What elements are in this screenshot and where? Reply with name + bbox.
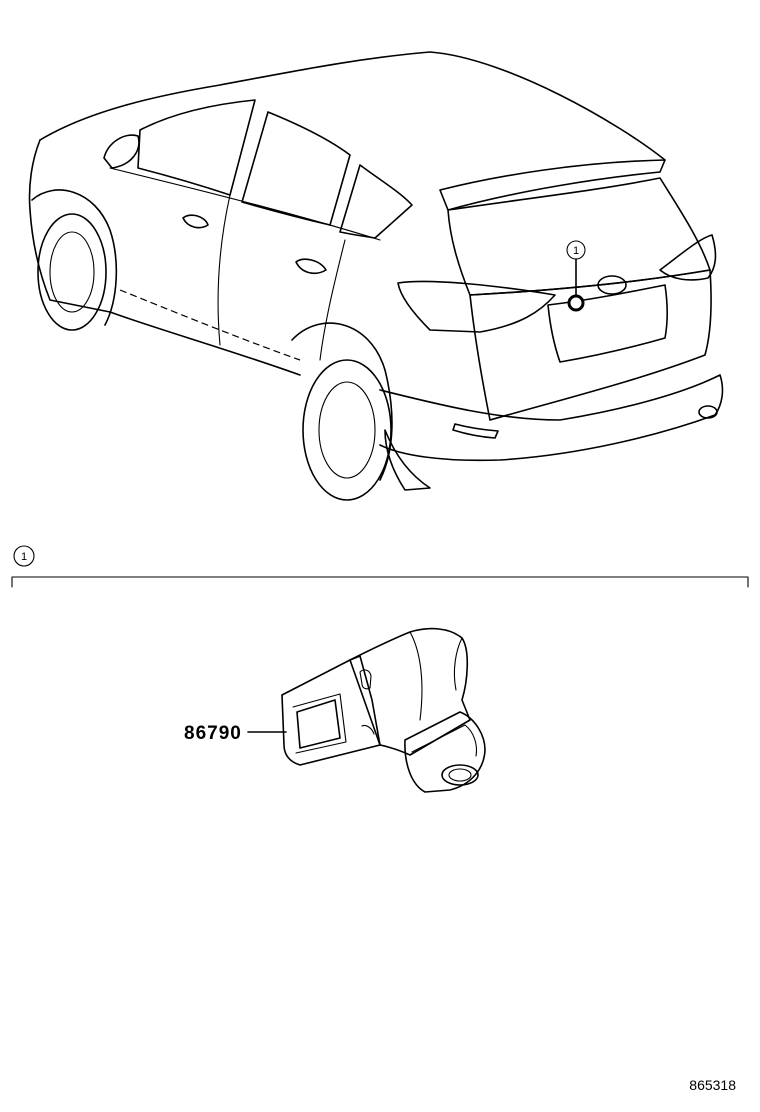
vehicle-front-door-handle xyxy=(183,215,208,227)
vehicle-tailgate-glass xyxy=(448,178,710,295)
vehicle-left-tail-light xyxy=(398,281,555,332)
vehicle-front-wheel xyxy=(32,190,116,330)
camera-housing xyxy=(350,629,470,755)
vehicle-exhaust-tip xyxy=(699,406,717,418)
vehicle-tailgate-lower xyxy=(470,270,711,420)
illustration-id: 865318 xyxy=(689,1077,736,1093)
vehicle-roof-line xyxy=(40,52,665,160)
vehicle-front-door-line xyxy=(218,195,230,345)
camera-lens xyxy=(442,765,478,785)
section-header xyxy=(12,546,748,587)
vehicle-roof-rear-spoiler xyxy=(440,160,665,210)
camera-mount-flange xyxy=(282,656,380,765)
vehicle-quarter-window xyxy=(340,165,412,238)
vehicle-license-plate-area xyxy=(548,285,667,362)
rear-camera-part xyxy=(282,629,485,792)
section-bracket-line xyxy=(12,577,748,587)
vehicle-rear-reflector xyxy=(453,424,498,438)
vehicle-rear-door-line xyxy=(320,240,345,360)
vehicle-camera-callout xyxy=(567,241,585,310)
callout-ref-number: 1 xyxy=(572,245,580,257)
vehicle-front-window xyxy=(138,100,255,195)
vehicle-side-sill xyxy=(110,312,300,375)
vehicle-belt-line xyxy=(110,168,380,240)
vehicle-rear-window xyxy=(242,112,350,225)
vehicle-rear-wheel xyxy=(292,323,392,500)
vehicle-side-mirror xyxy=(104,135,139,168)
camera-location-marker xyxy=(569,296,583,310)
camera-flange-window xyxy=(297,700,340,748)
part-number-callout xyxy=(184,723,286,744)
vehicle-illustration xyxy=(29,52,722,500)
vehicle-front-end xyxy=(29,140,110,312)
section-ref-number: 1 xyxy=(20,551,28,563)
part-number-label: 86790 xyxy=(184,723,242,744)
vehicle-rear-door-handle xyxy=(296,259,326,273)
vehicle-rear-bumper xyxy=(380,375,722,460)
camera-housing-tab xyxy=(360,670,371,689)
